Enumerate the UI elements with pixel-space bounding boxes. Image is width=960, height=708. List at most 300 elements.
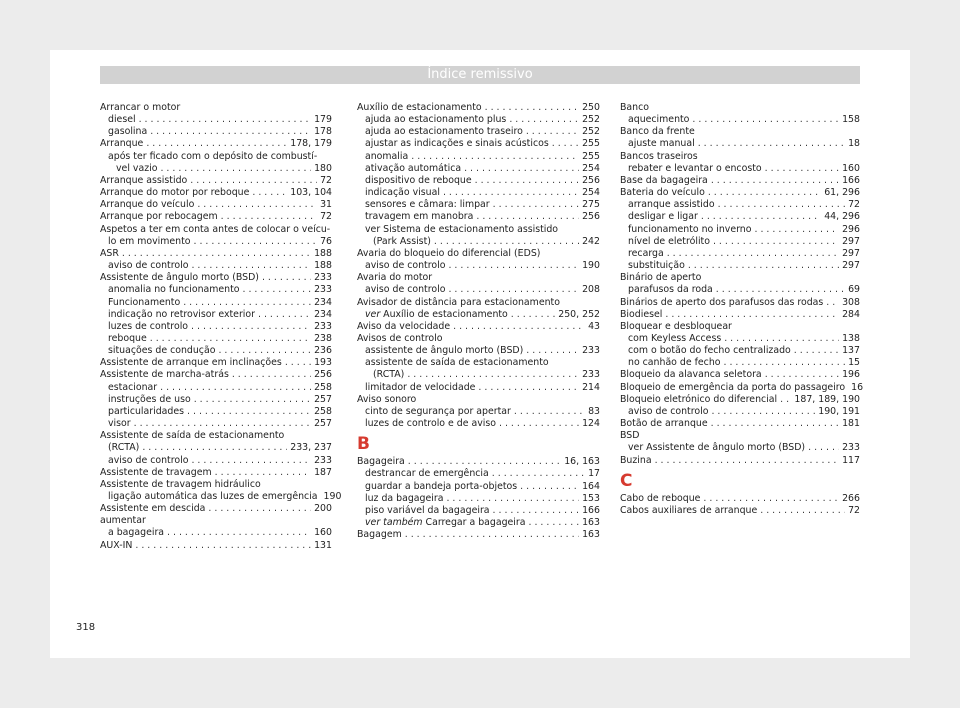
index-entry (620, 321, 860, 333)
dot-leader (218, 345, 311, 357)
dot-leader (190, 175, 317, 187)
entry-term: ver Auxílio de estacionamento (365, 308, 508, 320)
page-reference: 166 (842, 174, 860, 186)
entry-term: Aspetos a ter em conta antes de colocar o veícu- (100, 223, 331, 235)
page-reference: 137 (842, 345, 860, 357)
page-reference: 233 (582, 369, 600, 381)
page-reference: 18 (848, 138, 860, 150)
dot-leader (191, 321, 311, 333)
page-reference: 190, 191 (818, 405, 860, 417)
dot-leader (667, 248, 839, 260)
dot-leader (139, 114, 312, 126)
index-entry (620, 505, 860, 517)
page-reference: 190 (323, 491, 342, 502)
index-subentry (100, 491, 342, 503)
dot-leader (526, 345, 579, 357)
dot-leader (760, 505, 845, 517)
page-reference: 188 (314, 247, 332, 259)
index-subentry (620, 345, 860, 357)
entry-term: guardar a bandeja porta-objetos (365, 480, 518, 492)
index-subentry (357, 260, 600, 272)
dot-leader (529, 517, 580, 529)
entry-term: Aviso da velocidade (357, 320, 451, 332)
page-reference: 179 (314, 114, 332, 126)
page-reference: 297 (842, 260, 860, 272)
page-reference: 236 (314, 345, 332, 357)
entry-term: ajuste manual (628, 138, 695, 150)
entry-term: luzes de controlo (108, 320, 189, 332)
dot-leader (718, 199, 845, 211)
page-reference: 257 (314, 393, 332, 405)
entry-term: Avisador de distância para estacionamento (357, 296, 560, 308)
index-entry (620, 175, 860, 187)
index-entry (100, 357, 332, 369)
index-subentry (100, 455, 332, 467)
dot-leader (701, 211, 821, 223)
dot-leader (405, 529, 579, 541)
index-subentry (357, 309, 600, 321)
index-subentry (357, 382, 600, 394)
dot-leader (258, 309, 311, 321)
dot-leader (183, 297, 311, 309)
dot-leader (411, 151, 579, 163)
index-entry (357, 321, 600, 333)
entry-term: desligar e ligar (628, 211, 698, 223)
entry-term: com o botão do fecho centralizado (628, 345, 791, 357)
index-subentry (100, 126, 332, 138)
index-subentry (357, 236, 600, 248)
entry-term: nível de eletrólito (628, 235, 710, 247)
entry-term: aquecimento (628, 114, 690, 126)
entry-term: aviso de controlo (365, 260, 446, 272)
index-subentry (357, 505, 600, 517)
page-reference: 16 (851, 381, 864, 393)
index-subentry (620, 211, 860, 223)
entry-term: destrancar de emergência (365, 468, 489, 480)
page-reference: 17 (588, 468, 600, 480)
page-reference: 284 (842, 308, 860, 320)
entry-term: Bancos traseiros (620, 150, 698, 162)
dot-leader (716, 284, 845, 296)
index-entry (100, 540, 332, 552)
section-letter: C (620, 470, 633, 491)
entry-term: aviso de controlo (628, 405, 709, 417)
page-reference: 76 (320, 235, 332, 247)
dot-leader (167, 527, 311, 539)
page-reference: 181 (842, 418, 860, 430)
entry-term: Arranque assistido (100, 174, 188, 186)
dot-leader (724, 357, 846, 369)
dot-leader (794, 345, 839, 357)
page-reference: 238 (314, 332, 332, 344)
entry-term: lo em movimento (108, 235, 191, 247)
entry-term: ativação automática (365, 162, 462, 174)
dot-leader (765, 163, 839, 175)
index-subentry (357, 357, 600, 369)
dot-leader (134, 418, 311, 430)
index-entry (620, 297, 860, 309)
page-reference: 163 (582, 517, 600, 528)
index-entry (100, 503, 332, 515)
entry-term: Assistente de saída de estacionamento (100, 430, 285, 442)
dot-leader (232, 369, 311, 381)
entry-term: recarga (628, 247, 664, 259)
dot-leader (443, 187, 579, 199)
page-reference: 275 (582, 199, 600, 211)
index-subentry (357, 163, 600, 175)
index-entry (620, 309, 860, 321)
entry-term: instruções de uso (108, 393, 191, 405)
entry-term: Assistente de ângulo morto (BSD) (100, 272, 259, 284)
page-title: Índice remissivo (427, 67, 533, 82)
entry-term: aumentar (100, 515, 146, 527)
dot-leader (552, 138, 579, 150)
index-entry (620, 151, 860, 163)
dot-leader (765, 369, 839, 381)
entry-term: Bloqueio da alavanca seletora (620, 369, 762, 381)
page-reference: 163 (582, 529, 600, 541)
page-reference: 61, 296 (824, 187, 860, 199)
entry-term: estacionar (108, 381, 158, 393)
page-reference: 250, 252 (558, 308, 600, 320)
index-entry (357, 456, 600, 468)
page-reference: 233 (314, 272, 332, 284)
dot-leader (692, 114, 839, 126)
dot-leader (708, 187, 821, 199)
page-reference: 124 (582, 418, 600, 430)
entry-term: sensores e câmara: limpar (365, 199, 490, 211)
index-entry (620, 418, 860, 430)
dot-leader (713, 236, 839, 248)
entry-term: vel vazio (116, 162, 158, 174)
dot-leader (476, 211, 579, 223)
dot-leader (150, 126, 311, 138)
dot-leader (135, 540, 311, 552)
entry-term: luz da bagageira (365, 492, 444, 504)
entry-term: Avaria do motor (357, 272, 433, 284)
index-subentry (357, 418, 600, 430)
entry-term: ajuda ao estacionamento traseiro (365, 126, 523, 138)
index-subentry (620, 333, 860, 345)
entry-term: cinto de segurança por apertar (365, 405, 511, 417)
entry-term: ASR (100, 247, 119, 259)
page-reference: 255 (582, 138, 600, 150)
entry-term: visor (108, 418, 131, 430)
index-subentry (357, 211, 600, 223)
index-entry (620, 493, 860, 505)
page-reference: 252 (582, 114, 600, 126)
page-reference: 297 (842, 247, 860, 259)
page-reference: 196 (842, 369, 860, 381)
index-subentry (357, 345, 600, 357)
entry-term: Binário de aperto (620, 272, 702, 284)
index-subentry (620, 138, 860, 150)
dot-leader (688, 260, 839, 272)
entry-term: Arranque do veículo (100, 199, 195, 211)
page-reference: 252 (582, 126, 600, 138)
page-reference: 15 (848, 357, 860, 369)
entry-term: Bloquear e desbloquear (620, 320, 732, 332)
index-column-3 (620, 102, 864, 517)
entry-term: BSD (620, 430, 640, 442)
dot-leader (493, 199, 579, 211)
page-reference: 72 (848, 199, 860, 211)
entry-term: aviso de controlo (108, 454, 189, 466)
page-reference: 72 (320, 211, 332, 223)
dot-leader (122, 248, 311, 260)
dot-leader (724, 333, 839, 345)
entry-term: substituição (628, 260, 685, 272)
entry-term: Avaria do bloqueio do diferencial (EDS) (357, 247, 541, 259)
index-subentry (357, 406, 600, 418)
index-entry (357, 248, 600, 260)
index-entry (100, 430, 332, 442)
index-page (50, 50, 910, 658)
entry-term: Avisos de controlo (357, 332, 443, 344)
entry-term: Binários de aperto dos parafusos das rodas (620, 296, 824, 308)
page-reference: 233 (842, 442, 860, 454)
index-subentry (100, 333, 332, 345)
index-entry (100, 515, 332, 527)
dot-leader (193, 236, 317, 248)
entry-term: Auxílio de estacionamento (357, 102, 482, 113)
index-subentry (100, 418, 332, 430)
entry-term: Arrancar o motor (100, 102, 181, 113)
entry-term: Banco da frente (620, 126, 695, 138)
index-subentry (620, 163, 860, 175)
index-subentry (100, 260, 332, 272)
page-reference: 257 (314, 418, 332, 430)
dot-leader (478, 382, 579, 394)
page-reference: 160 (314, 527, 332, 539)
index-entry (620, 430, 860, 442)
dot-leader (434, 236, 579, 248)
dot-leader (191, 455, 311, 467)
page-reference: 233 (314, 454, 332, 466)
dot-leader (780, 394, 791, 406)
dot-leader (520, 481, 579, 493)
page-reference: 242 (582, 235, 600, 247)
page-reference: 256 (582, 174, 600, 186)
dot-leader (150, 333, 311, 345)
page-reference: 178 (314, 126, 332, 138)
index-subentry (100, 151, 332, 163)
entry-term: Funcionamento (108, 296, 181, 308)
index-column-2 (357, 102, 600, 541)
index-entry (357, 333, 600, 345)
index-entry (357, 297, 600, 309)
page-reference: 187, 189, 190 (794, 393, 860, 405)
page-reference: 208 (582, 284, 600, 296)
entry-term: parafusos da roda (628, 284, 713, 296)
page-reference: 234 (314, 296, 332, 308)
index-subentry (357, 224, 600, 236)
dot-leader (492, 468, 585, 480)
page-reference: 160 (842, 162, 860, 174)
dot-leader (146, 138, 287, 150)
index-subentry (100, 382, 332, 394)
entry-term: ver Sistema de estacionamento assistido (365, 223, 559, 235)
dot-leader (711, 418, 839, 430)
entry-term: rebater e levantar o encosto (628, 162, 762, 174)
index-subentry (357, 493, 600, 505)
entry-term: ver Assistente de ângulo morto (BSD) (628, 442, 806, 454)
page-reference: 296 (842, 223, 860, 235)
page-reference: 250 (582, 102, 600, 113)
entry-term: Bagageira (357, 456, 405, 468)
index-subentry (357, 517, 600, 529)
index-subentry (620, 248, 860, 260)
page-reference: 166 (582, 504, 600, 516)
dot-leader (446, 493, 579, 505)
entry-term: dispositivo de reboque (365, 174, 472, 186)
page-reference: 117 (842, 454, 860, 466)
dot-leader (464, 163, 579, 175)
index-subentry (357, 175, 600, 187)
dot-leader (187, 406, 311, 418)
index-entry (100, 248, 332, 260)
entry-term: aviso de controlo (108, 260, 189, 272)
index-subentry (100, 163, 332, 175)
index-entry (620, 455, 860, 467)
dot-leader (408, 456, 561, 468)
entry-term: Banco (620, 102, 650, 113)
dot-leader (526, 126, 579, 138)
index-subentry (357, 187, 600, 199)
index-entry (100, 187, 332, 199)
page-header (100, 66, 860, 84)
entry-term: Assistente de travagem (100, 466, 212, 478)
page-reference: 72 (848, 504, 860, 516)
index-subentry (357, 468, 600, 480)
entry-term: particularidades (108, 405, 185, 417)
dot-leader (485, 102, 579, 114)
index-entry (357, 529, 600, 541)
entry-term: situações de condução (108, 345, 216, 357)
entry-term: Bloqueio eletrónico do diferencial (620, 393, 778, 405)
index-subentry (357, 151, 600, 163)
entry-term: Botão de arranque (620, 418, 708, 430)
entry-term: Assistente de arranque em inclinações (100, 357, 282, 369)
index-subentry (620, 260, 860, 272)
entry-term: após ter ficado com o depósito de combustí- (108, 150, 318, 162)
entry-term: indicação no retrovisor exterior (108, 308, 256, 320)
entry-term: Bloqueio de emergência da porta do passageiro (620, 381, 846, 393)
page-reference: 178, 179 (290, 138, 332, 150)
dot-leader (665, 309, 839, 321)
page-reference: 233 (314, 284, 332, 296)
page-reference: 187 (314, 466, 332, 478)
entry-term: Cabo de reboque (620, 492, 701, 504)
dot-leader (252, 187, 287, 199)
index-entry (620, 102, 860, 114)
index-subentry (100, 321, 332, 333)
dot-leader (194, 394, 311, 406)
entry-term: a bagageira (108, 527, 165, 539)
dot-leader (142, 442, 287, 454)
index-subentry (620, 442, 860, 454)
entry-term: limitador de velocidade (365, 381, 476, 393)
entry-term: reboque (108, 332, 147, 344)
index-entry (620, 369, 860, 381)
index-subentry (100, 284, 332, 296)
index-entry (620, 272, 860, 284)
entry-term: gasolina (108, 126, 148, 138)
page-reference: 297 (842, 235, 860, 247)
entry-term: (RCTA) (373, 369, 405, 381)
index-subentry (620, 236, 860, 248)
index-subentry (100, 406, 332, 418)
entry-term: ver também Carregar a bagageira (365, 517, 526, 528)
dot-leader (511, 309, 555, 321)
page-reference: 131 (314, 539, 332, 551)
page-reference: 256 (314, 369, 332, 381)
entry-term: Bateria do veículo (620, 187, 705, 199)
index-entry (100, 467, 332, 479)
entry-term: assistente de saída de estacionamento (365, 357, 549, 369)
dot-leader (285, 357, 311, 369)
entry-term: Assistente de marcha-atrás (100, 369, 229, 381)
entry-term: assistente de ângulo morto (BSD) (365, 345, 524, 357)
page-reference: 254 (582, 162, 600, 174)
entry-term: diesel (108, 114, 136, 126)
index-subentry (100, 345, 332, 357)
page-reference: 254 (582, 187, 600, 199)
entry-term: travagem em manobra (365, 211, 474, 223)
page-reference: 308 (842, 296, 860, 308)
dot-leader (160, 382, 311, 394)
page-reference: 158 (842, 114, 860, 126)
page-reference: 69 (848, 284, 860, 296)
entry-term: anomalia no funcionamento (108, 284, 240, 296)
index-subentry (620, 224, 860, 236)
page-reference: 138 (842, 332, 860, 344)
entry-term: Arranque (100, 138, 144, 150)
page-reference: 258 (314, 405, 332, 417)
index-subentry (620, 406, 860, 418)
entry-term: Buzina (620, 454, 652, 466)
page-reference: 255 (582, 150, 600, 162)
index-entry (100, 138, 332, 150)
dot-leader (453, 321, 585, 333)
entry-term: Aviso sonoro (357, 393, 417, 405)
dot-leader (698, 138, 845, 150)
entry-term: Bagagem (357, 529, 402, 541)
section-letter: B (357, 434, 370, 455)
index-entry (620, 187, 860, 199)
index-subentry (100, 309, 332, 321)
dot-leader (160, 163, 311, 175)
index-entry (620, 126, 860, 138)
page-reference: 83 (588, 405, 600, 417)
dot-leader (221, 211, 317, 223)
dot-leader (755, 224, 840, 236)
index-subentry (357, 114, 600, 126)
index-entry (357, 272, 600, 284)
dot-leader (215, 467, 311, 479)
index-subentry (100, 114, 332, 126)
index-entry (100, 369, 332, 381)
index-entry (357, 394, 600, 406)
index-entry (357, 102, 600, 114)
dot-leader (711, 406, 815, 418)
index-entry (100, 199, 332, 211)
page-reference: 153 (582, 492, 600, 504)
index-entry (100, 224, 332, 236)
index-entry (620, 381, 864, 394)
entry-term: arranque assistido (628, 199, 715, 211)
entry-term: AUX-IN (100, 539, 133, 551)
